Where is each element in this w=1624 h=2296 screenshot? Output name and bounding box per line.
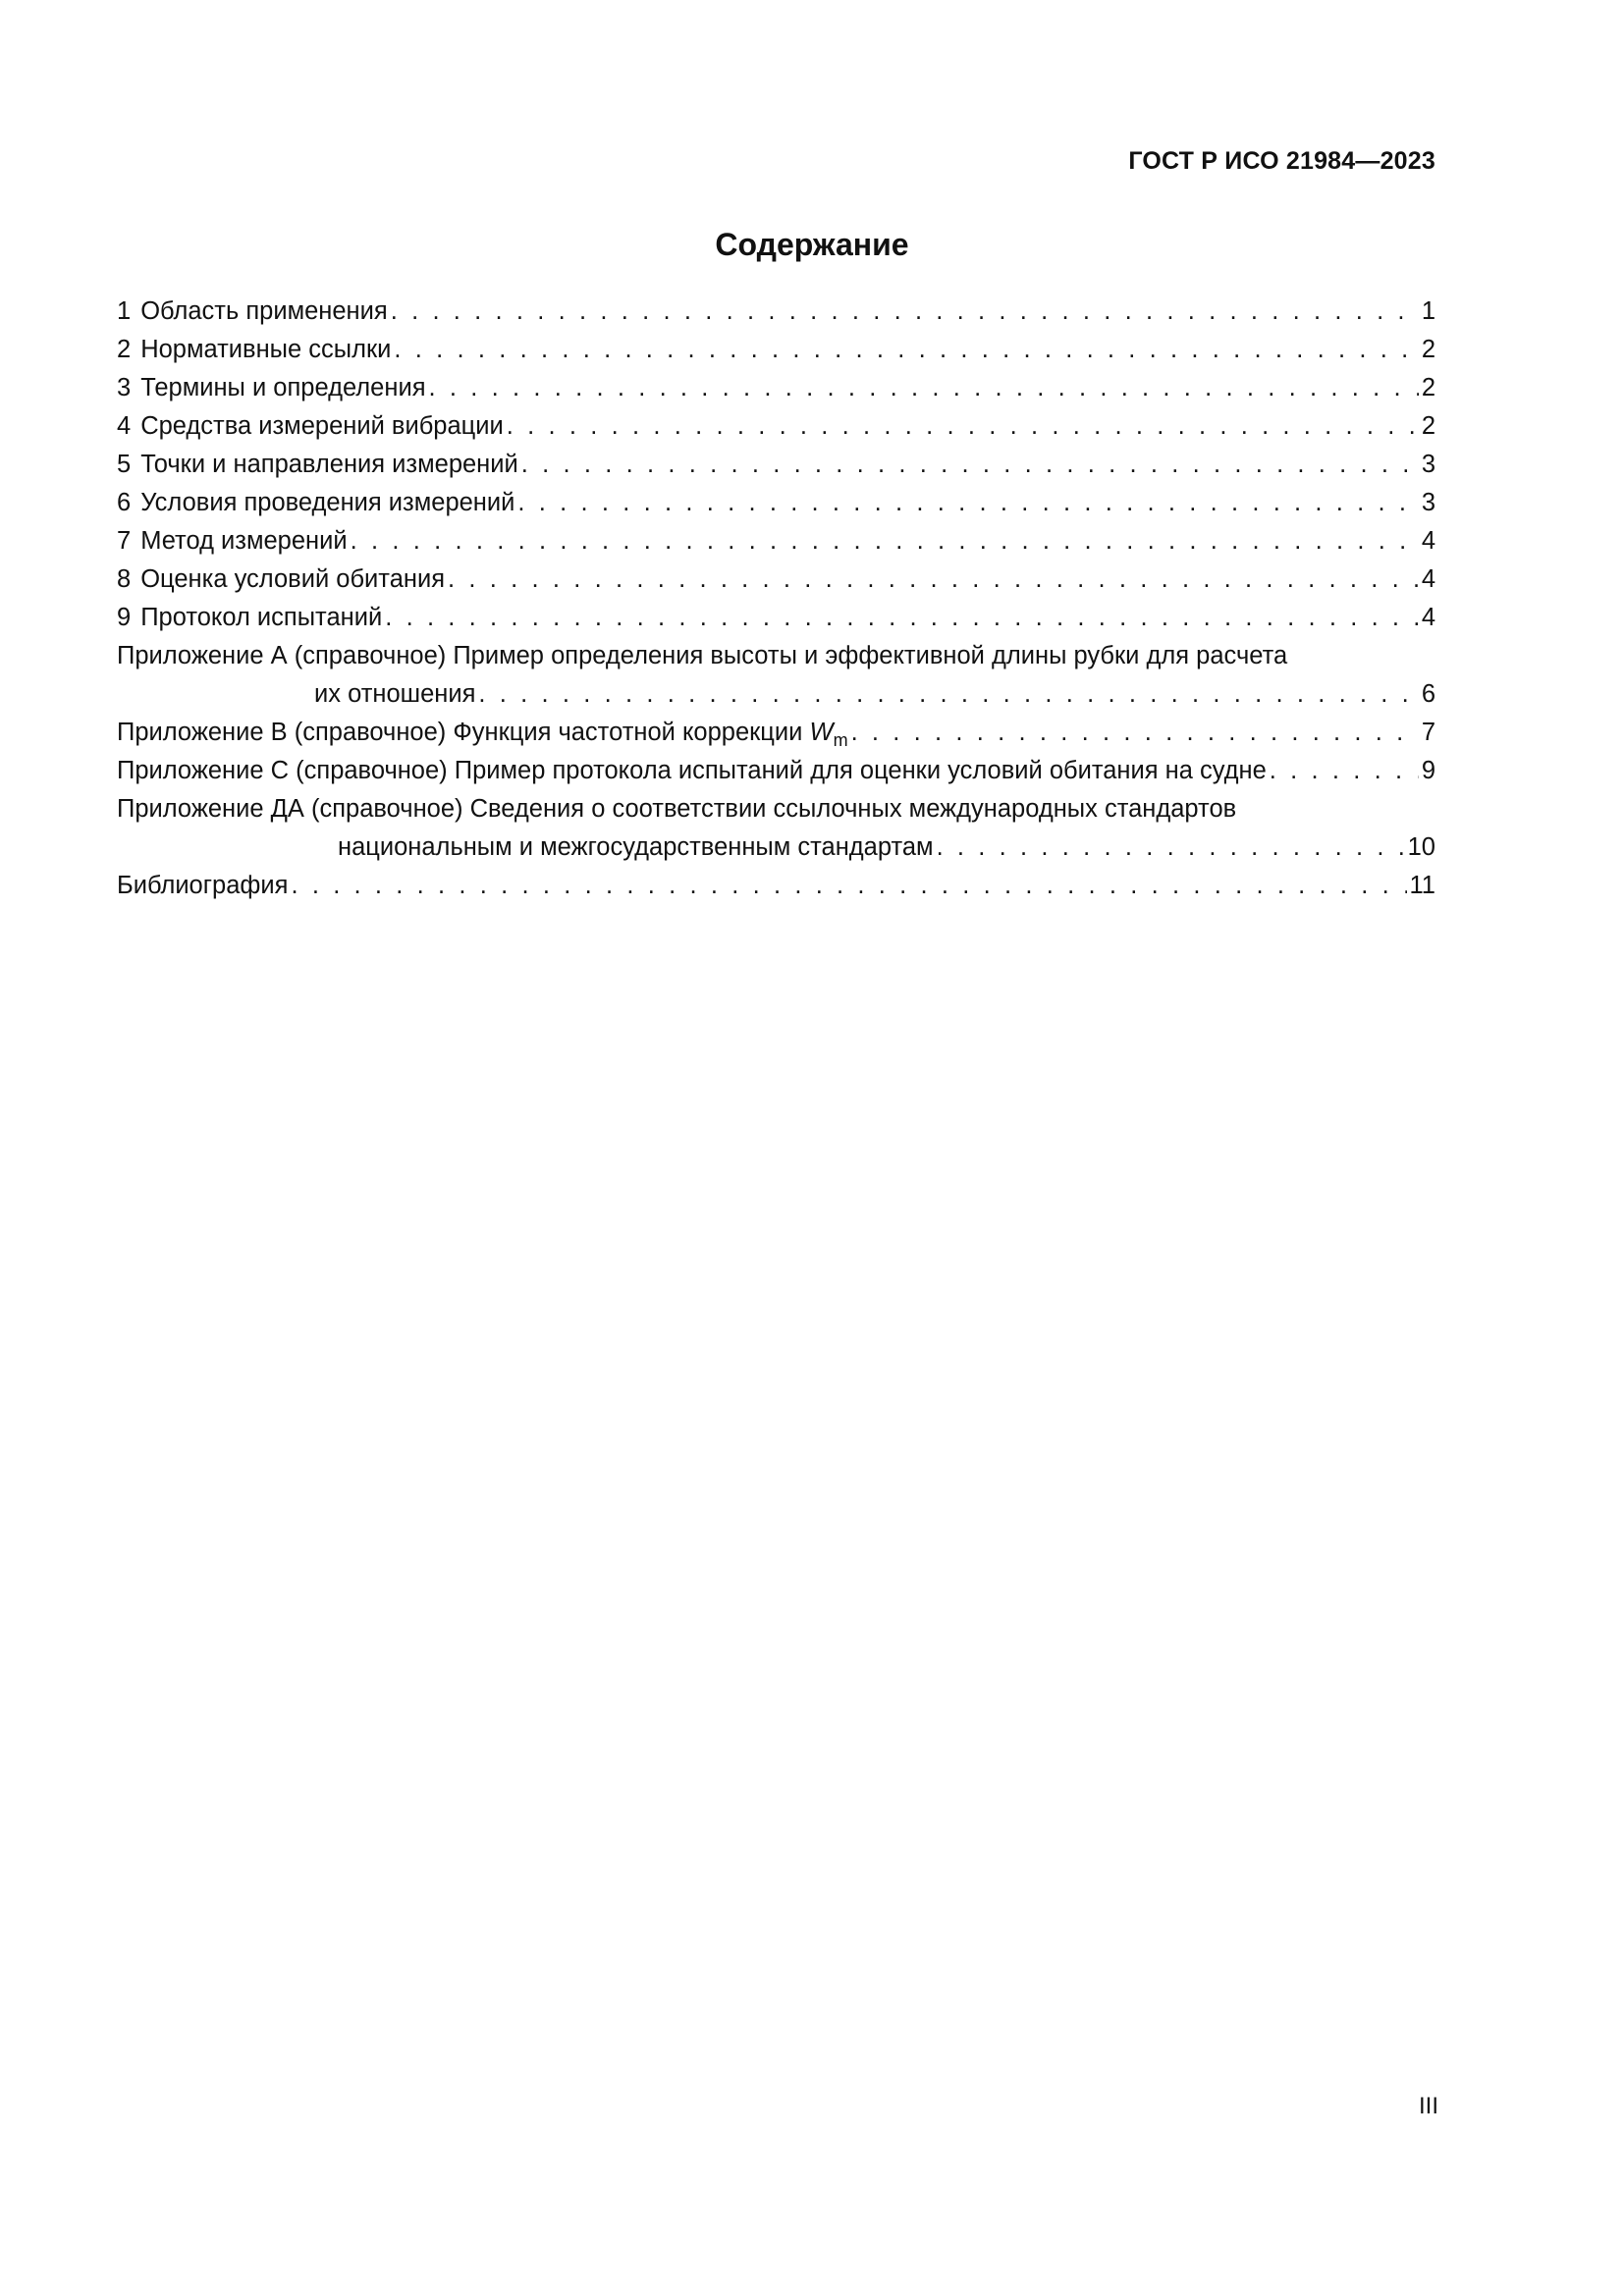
toc-entry-page: 3 <box>1421 451 1435 478</box>
toc-entry-page: 2 <box>1421 412 1435 440</box>
toc-entry-page: 9 <box>1421 757 1435 784</box>
toc-annex-b[interactable] <box>117 714 1435 752</box>
toc-entry-page: 4 <box>1421 604 1435 631</box>
toc-entry-title: Оценка условий обитания <box>140 565 446 593</box>
toc-annex-da-continuation[interactable] <box>117 828 1435 867</box>
dot-leader <box>521 446 1419 484</box>
toc-entry-title: Приложение ДА (справочное) Сведения о соответствии ссылочных международных стандартов <box>117 795 1237 823</box>
toc-entry-title-continued: национальным и межгосударственным стандартам <box>338 833 934 861</box>
toc-entry-page: 4 <box>1421 527 1435 555</box>
toc-entry-1[interactable] <box>117 293 1435 331</box>
toc-entry-title: Протокол испытаний <box>140 604 383 631</box>
dot-leader <box>429 369 1419 407</box>
toc-entry-number: 5 <box>117 451 132 478</box>
dot-leader <box>291 867 1406 905</box>
toc-entry-title: Средства измерений вибрации <box>140 412 504 440</box>
toc-entry-title: Метод измерений <box>140 527 348 555</box>
toc-entry-number: 4 <box>117 412 132 440</box>
toc-annex-a-heading[interactable] <box>117 637 1435 675</box>
toc-entry-3[interactable] <box>117 369 1435 407</box>
dot-leader <box>517 484 1418 522</box>
toc-entry-title: Библиография <box>117 872 289 899</box>
toc-entry-8[interactable] <box>117 561 1435 599</box>
toc-annex-a-continuation[interactable] <box>117 675 1435 714</box>
toc-entry-number: 6 <box>117 489 132 516</box>
dot-leader <box>851 714 1419 752</box>
toc-entry-number: 9 <box>117 604 132 631</box>
toc-entry-number: 2 <box>117 336 132 363</box>
toc-annex-c[interactable] <box>117 752 1435 790</box>
toc-entry-title: Приложение В (справочное) Функция частотной коррекции <box>117 719 803 746</box>
toc-entry-page: 2 <box>1421 336 1435 363</box>
toc-entry-2[interactable] <box>117 331 1435 369</box>
toc-entry-7[interactable] <box>117 522 1435 561</box>
toc-entry-title: Условия проведения измерений <box>140 489 515 516</box>
dot-leader <box>351 522 1419 561</box>
dot-leader <box>507 407 1419 446</box>
toc-entry-5[interactable] <box>117 446 1435 484</box>
toc-annex-da-heading[interactable] <box>117 790 1435 828</box>
table-of-contents <box>117 293 1435 905</box>
toc-entry-title: Приложение А (справочное) Пример определения высоты и эффективной длины рубки для расчета <box>117 642 1288 669</box>
toc-entry-page: 11 <box>1409 872 1435 899</box>
weighting-symbol: W <box>809 719 834 746</box>
toc-entry-title-continued: их отношения <box>314 680 476 708</box>
toc-entry-page: 6 <box>1421 680 1435 708</box>
dot-leader <box>391 293 1419 331</box>
dot-leader <box>1270 752 1419 790</box>
toc-entry-page: 7 <box>1421 719 1435 746</box>
toc-entry-title: Нормативные ссылки <box>140 336 392 363</box>
toc-entry-4[interactable] <box>117 407 1435 446</box>
document-code: ГОСТ Р ИСО 21984—2023 <box>1128 147 1435 175</box>
toc-entry-page: 2 <box>1421 374 1435 401</box>
toc-entry-title: Приложение С (справочное) Пример протокола испытаний для оценки условий обитания на судне <box>117 757 1267 784</box>
toc-entry-page: 4 <box>1421 565 1435 593</box>
toc-entry-6[interactable] <box>117 484 1435 522</box>
toc-entry-page: 3 <box>1421 489 1435 516</box>
toc-entry-number: 1 <box>117 297 132 325</box>
toc-entry-page: 1 <box>1421 297 1435 325</box>
weighting-subscript: m <box>833 730 848 750</box>
toc-entry-title: Точки и направления измерений <box>140 451 518 478</box>
toc-entry-number: 8 <box>117 565 132 593</box>
toc-entry-page: 10 <box>1407 833 1435 861</box>
toc-entry-title: Термины и определения <box>140 374 426 401</box>
toc-bibliography[interactable] <box>117 867 1435 905</box>
toc-entry-9[interactable] <box>117 599 1435 637</box>
page-title: Содержание <box>715 227 909 262</box>
dot-leader <box>937 828 1405 867</box>
page-number: III <box>1418 2093 1438 2119</box>
toc-entry-title: Область применения <box>140 297 388 325</box>
toc-entry-number: 3 <box>117 374 132 401</box>
toc-entry-number: 7 <box>117 527 132 555</box>
dot-leader <box>385 599 1419 637</box>
dot-leader <box>448 561 1419 599</box>
dot-leader <box>478 675 1418 714</box>
dot-leader <box>394 331 1418 369</box>
